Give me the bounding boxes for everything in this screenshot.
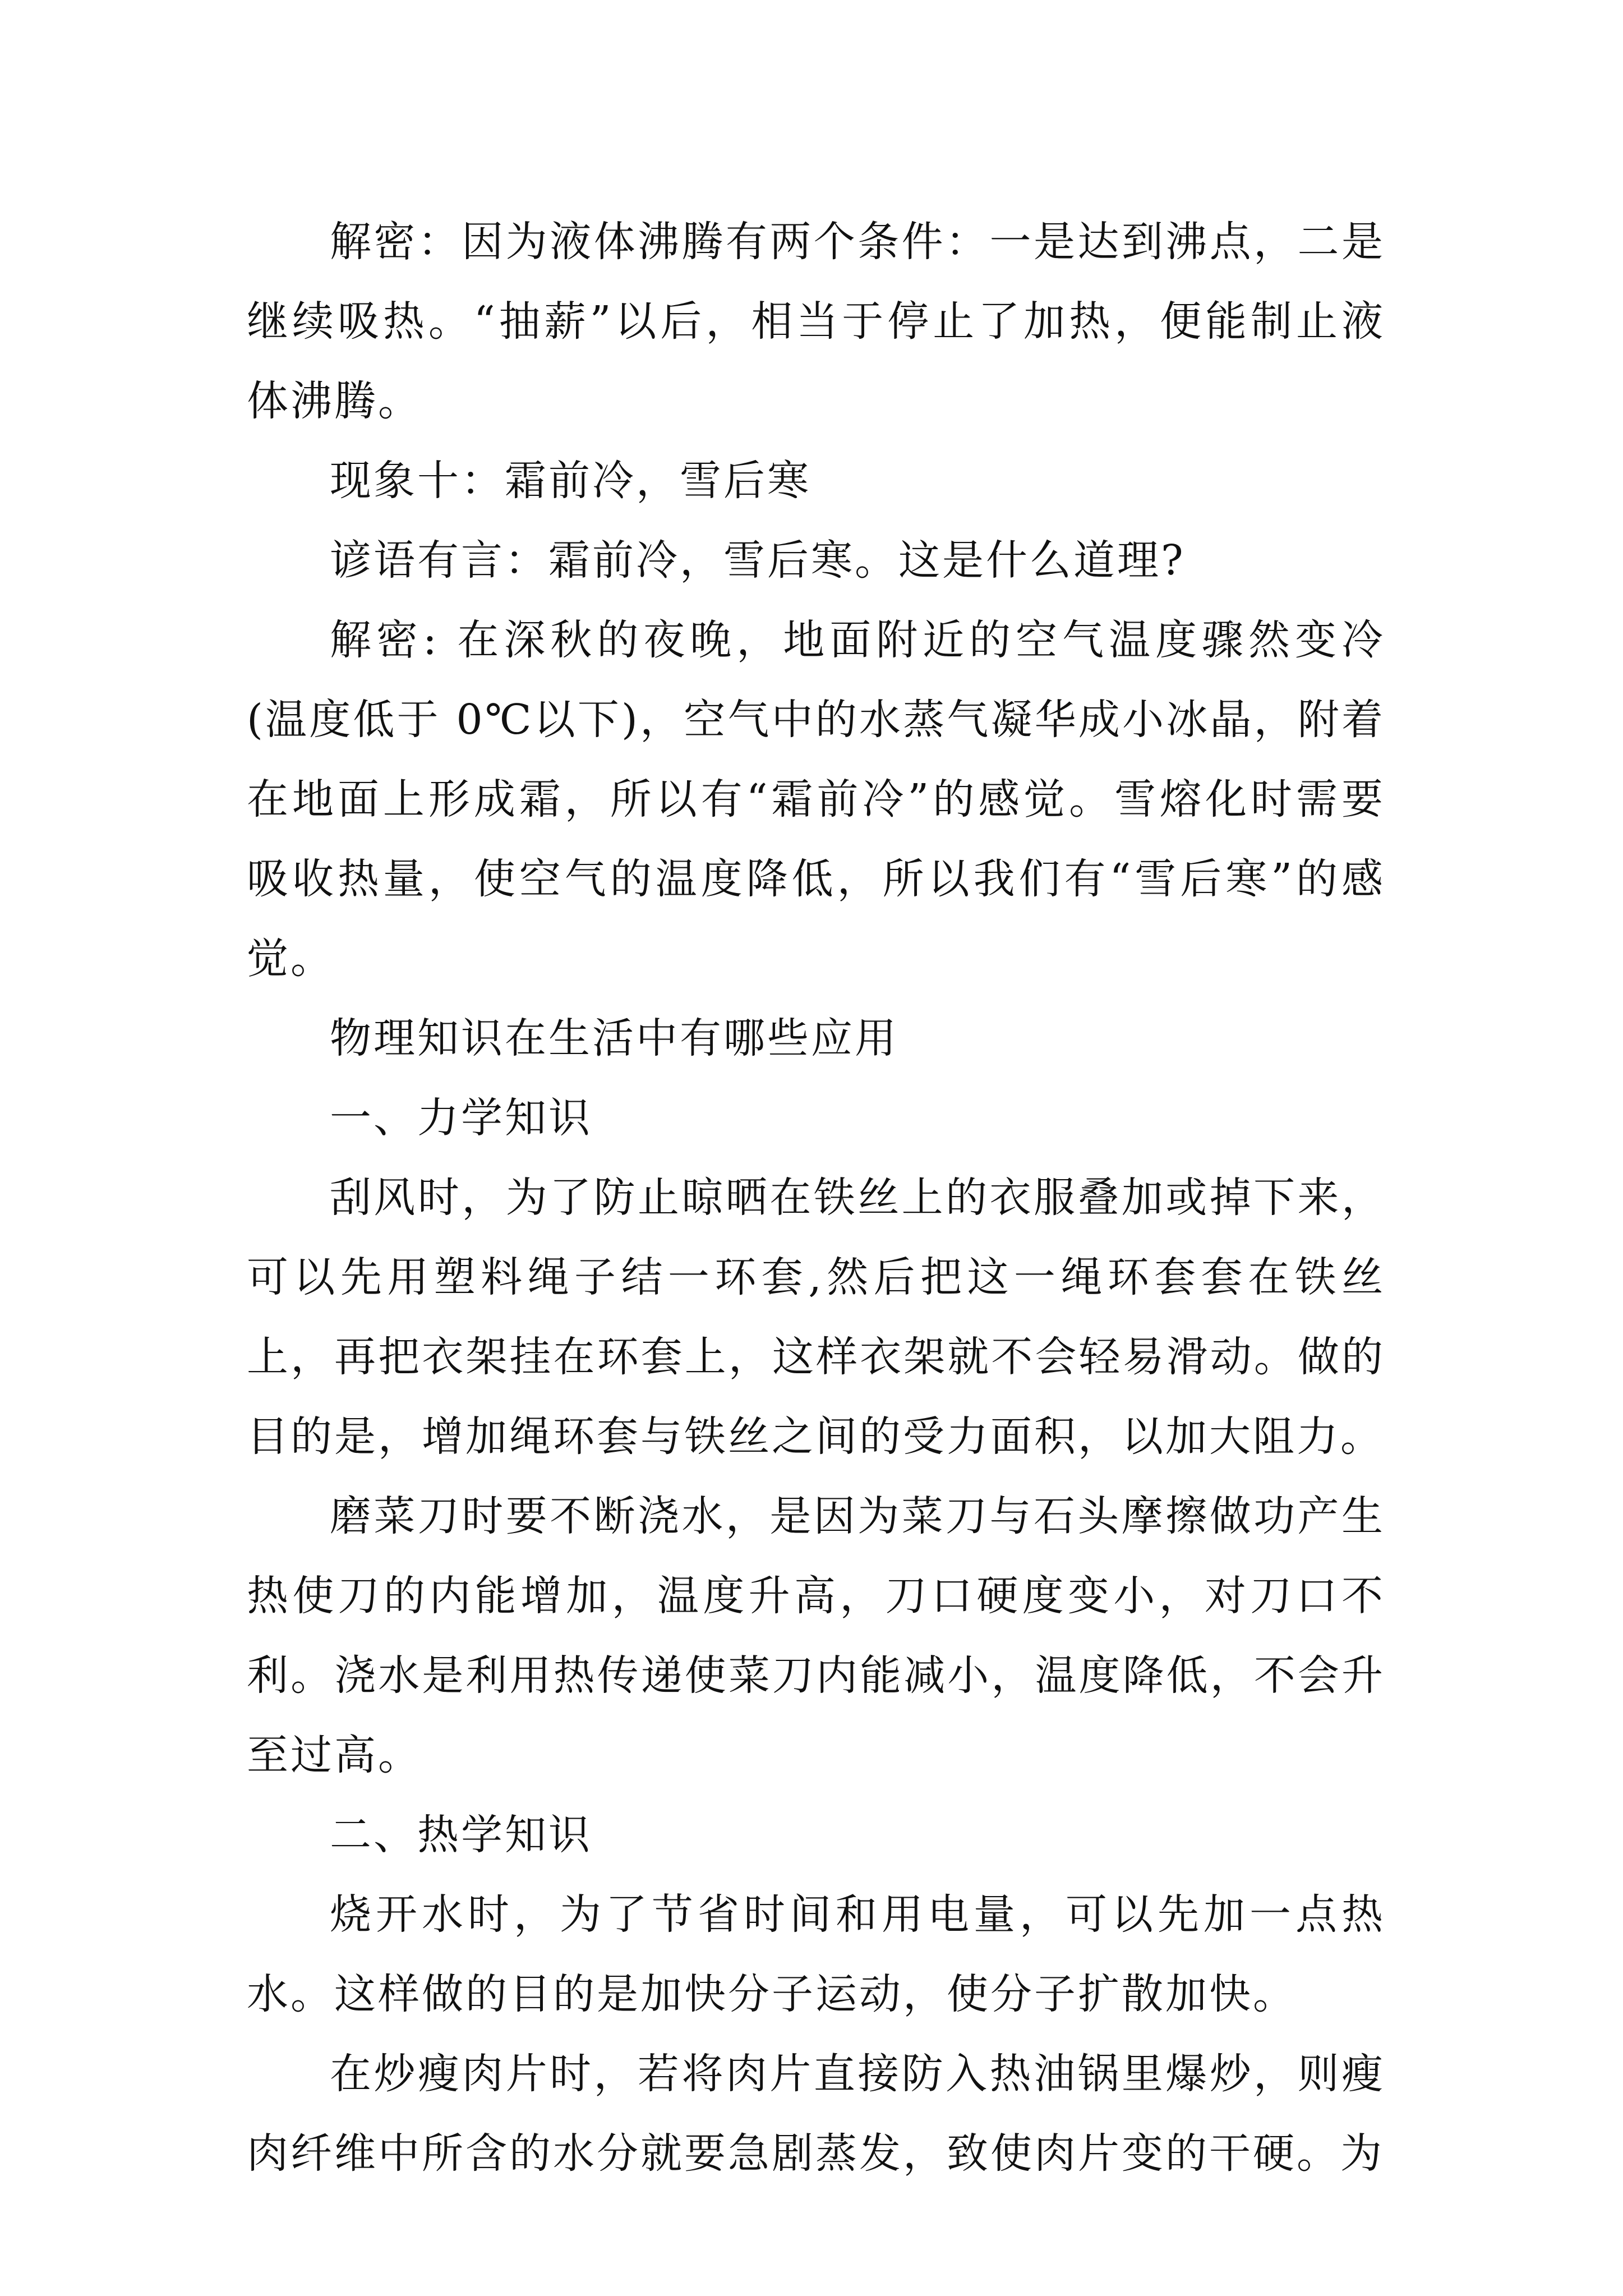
document-body	[247, 202, 1385, 2193]
paragraph-proverb-question: 谚语有言：霜前冷，雪后寒。这是什么道理?	[330, 536, 1186, 585]
paragraph-knife-sharpening: 磨菜刀时要不断浇水，是因为菜刀与石头摩擦做功产生热使刀的内能增加，温度升高，刀口硬度变小，对刀口不利。浇水是利用热传递使菜刀内能减小，温度降低，不会升至过高。	[247, 1492, 1385, 1779]
section-heading-thermal: 二、热学知识	[330, 1811, 592, 1859]
section-title-physics-applications: 物理知识在生活中有哪些应用	[330, 1014, 898, 1062]
paragraph-boiling-water: 烧开水时，为了节省时间和用电量，可以先加一点热水。这样做的目的是加快分子运动，使分子扩散加快。	[247, 1890, 1385, 2018]
paragraph-explanation-boiling: 解密：因为液体沸腾有两个条件：一是达到沸点，二是继续吸热。“抽薪”以后，相当于停止了加热，便能制止液体沸腾。	[247, 218, 1385, 425]
paragraph-clothes-hanger: 刮风时，为了防止晾晒在铁丝上的衣服叠加或掉下来，可以先用塑料绳子结一环套,然后把这一绳环套套在铁丝上，再把衣架挂在环套上，这样衣架就不会轻易滑动。做的目的是，增加绳环套与铁丝之间的受力面积，以加大阻力。	[247, 1174, 1385, 1461]
paragraph-explanation-frost-snow: 解密: 在深秋的夜晚，地面附近的空气温度骤然变冷(温度低于 0℃以下)，空气中的水蒸气凝华成小冰晶，附着在地面上形成霜，所以有“霜前冷”的感觉。雪熔化时需要吸收热量，使空气的温度降低，所以我们有“雪后寒”的感觉。	[247, 616, 1385, 983]
paragraph-stir-fry-meat: 在炒瘦肉片时，若将肉片直接防入热油锅里爆炒，则瘦肉纤维中所含的水分就要急剧蒸发，致使肉片变的干硬。为	[247, 2050, 1385, 2178]
section-heading-mechanics: 一、力学知识	[330, 1094, 592, 1142]
paragraph-phenomenon-ten-title: 现象十：霜前冷，雪后寒	[330, 457, 811, 505]
